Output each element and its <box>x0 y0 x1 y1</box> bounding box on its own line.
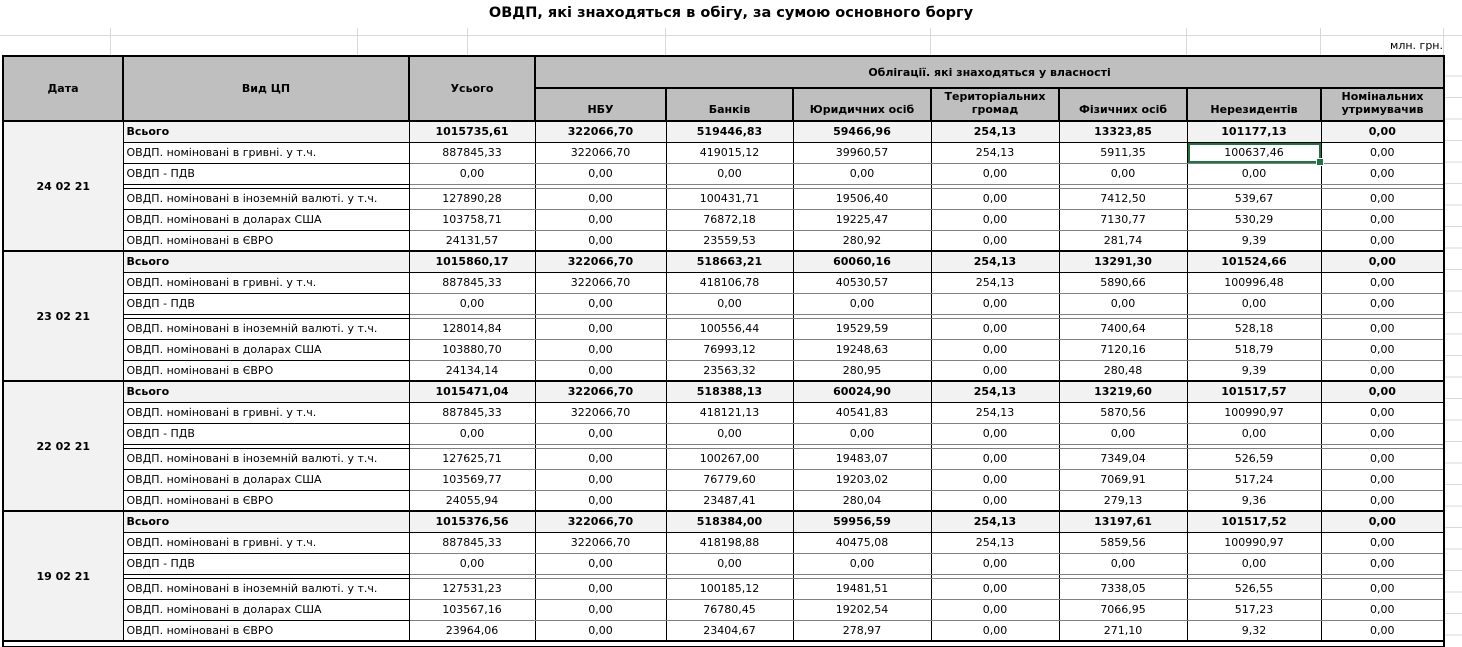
value-cell[interactable]: 0,00 <box>1187 163 1321 184</box>
table-row <box>3 318 1444 339</box>
gridline <box>0 35 1462 36</box>
value-cell[interactable]: 7349,04 <box>1059 448 1187 469</box>
value-cell[interactable]: 0,00 <box>931 230 1059 251</box>
value-cell[interactable]: 9,39 <box>1187 360 1321 381</box>
value-cell[interactable]: 517,24 <box>1187 469 1321 490</box>
row-label[interactable]: ОВДП. номіновані в ЄВРО <box>123 620 409 641</box>
group-total-row <box>3 251 1444 272</box>
value-cell[interactable]: 526,59 <box>1187 448 1321 469</box>
value-cell[interactable]: 322066,70 <box>535 402 666 423</box>
value-cell[interactable]: 271,10 <box>1059 620 1187 641</box>
value-cell[interactable]: 13197,61 <box>1059 511 1187 532</box>
value-cell[interactable]: 24131,57 <box>409 230 535 251</box>
gridline-strip <box>0 28 1462 55</box>
value-cell[interactable]: 0,00 <box>409 293 535 314</box>
value-cell[interactable]: 19481,51 <box>793 578 931 599</box>
value-cell[interactable]: 279,13 <box>1059 490 1187 511</box>
value-cell[interactable]: 0,00 <box>931 209 1059 230</box>
table-row <box>3 272 1444 293</box>
value-cell[interactable]: 0,00 <box>931 553 1059 574</box>
value-cell[interactable]: 7400,64 <box>1059 318 1187 339</box>
value-cell[interactable]: 23404,67 <box>666 620 793 641</box>
group-total-row <box>3 121 1444 142</box>
table-row <box>3 423 1444 444</box>
value-cell[interactable]: 0,00 <box>931 578 1059 599</box>
value-cell[interactable]: 530,29 <box>1187 209 1321 230</box>
group-total-row <box>3 381 1444 402</box>
value-cell[interactable]: 0,00 <box>535 209 666 230</box>
table-row <box>3 578 1444 599</box>
table-body <box>3 121 1444 647</box>
value-cell[interactable]: 418106,78 <box>666 272 793 293</box>
bonds-table <box>2 55 1445 647</box>
value-cell[interactable]: 59466,96 <box>793 121 931 142</box>
row-label[interactable]: ОВДП. номіновані в іноземній валюті. у т.ч. <box>123 318 409 339</box>
value-cell[interactable]: 23563,32 <box>666 360 793 381</box>
value-cell[interactable]: 526,55 <box>1187 578 1321 599</box>
table-row <box>3 532 1444 553</box>
value-cell[interactable]: 0,00 <box>1321 293 1444 314</box>
value-cell[interactable]: 0,00 <box>1321 469 1444 490</box>
value-cell[interactable]: 24055,94 <box>409 490 535 511</box>
value-cell[interactable]: 887845,33 <box>409 402 535 423</box>
row-label[interactable]: ОВДП. номіновані в доларах США <box>123 209 409 230</box>
value-cell[interactable]: 19203,02 <box>793 469 931 490</box>
header-owner-nominal[interactable]: Номінальних утримувачив <box>1321 88 1444 121</box>
value-cell[interactable]: 0,00 <box>793 553 931 574</box>
header-total[interactable]: Усього <box>409 56 535 121</box>
row-label[interactable]: ОВДП. номіновані в доларах США <box>123 599 409 620</box>
row-label[interactable]: Всього <box>123 511 409 532</box>
table-row <box>3 448 1444 469</box>
value-cell[interactable]: 13291,30 <box>1059 251 1187 272</box>
value-cell[interactable]: 7412,50 <box>1059 188 1187 209</box>
value-cell[interactable]: 13219,60 <box>1059 381 1187 402</box>
table-row <box>3 360 1444 381</box>
value-cell[interactable]: 887845,33 <box>409 142 535 163</box>
header-owner-individuals[interactable]: Фізичних осіб <box>1059 88 1187 121</box>
value-cell[interactable]: 76872,18 <box>666 209 793 230</box>
value-cell[interactable]: 0,00 <box>1321 209 1444 230</box>
value-cell[interactable]: 24134,14 <box>409 360 535 381</box>
table-row <box>3 293 1444 314</box>
table-row <box>3 188 1444 209</box>
value-cell[interactable]: 0,00 <box>1059 293 1187 314</box>
value-cell[interactable]: 100431,71 <box>666 188 793 209</box>
value-cell[interactable]: 0,00 <box>535 448 666 469</box>
value-cell[interactable]: 19506,40 <box>793 188 931 209</box>
value-cell[interactable]: 19529,59 <box>793 318 931 339</box>
value-cell[interactable]: 280,95 <box>793 360 931 381</box>
value-cell[interactable]: 13323,85 <box>1059 121 1187 142</box>
value-cell[interactable]: 0,00 <box>1321 339 1444 360</box>
value-cell[interactable]: 0,00 <box>535 339 666 360</box>
value-cell[interactable]: 40475,08 <box>793 532 931 553</box>
value-cell[interactable]: 39960,57 <box>793 142 931 163</box>
value-cell[interactable]: 0,00 <box>1321 620 1444 641</box>
value-cell[interactable]: 0,00 <box>931 448 1059 469</box>
value-cell[interactable]: 0,00 <box>666 553 793 574</box>
header-ownership-group[interactable]: Облігації. які знаходяться у власності <box>535 56 1444 88</box>
value-cell[interactable]: 1015376,56 <box>409 511 535 532</box>
value-cell[interactable]: 0,00 <box>1187 423 1321 444</box>
value-cell[interactable]: 100990,97 <box>1187 402 1321 423</box>
value-cell[interactable]: 0,00 <box>1187 553 1321 574</box>
value-cell[interactable]: 280,92 <box>793 230 931 251</box>
value-cell[interactable]: 100990,97 <box>1187 532 1321 553</box>
value-cell[interactable]: 0,00 <box>666 163 793 184</box>
value-cell[interactable]: 0,00 <box>535 230 666 251</box>
value-cell[interactable]: 7120,16 <box>1059 339 1187 360</box>
value-cell[interactable]: 5859,56 <box>1059 532 1187 553</box>
value-cell[interactable]: 101517,52 <box>1187 511 1321 532</box>
value-cell[interactable]: 9,36 <box>1187 490 1321 511</box>
value-cell[interactable]: 887845,33 <box>409 272 535 293</box>
value-cell[interactable]: 254,13 <box>931 532 1059 553</box>
value-cell[interactable]: 0,00 <box>666 423 793 444</box>
value-cell[interactable]: 0,00 <box>1321 360 1444 381</box>
value-cell[interactable]: 0,00 <box>931 339 1059 360</box>
value-cell[interactable]: 0,00 <box>1321 318 1444 339</box>
value-cell[interactable]: 518663,21 <box>666 251 793 272</box>
row-label[interactable]: ОВДП. номіновані в ЄВРО <box>123 230 409 251</box>
selected-cell[interactable]: 100637,46 <box>1187 142 1321 163</box>
value-cell[interactable]: 519446,83 <box>666 121 793 142</box>
value-cell[interactable]: 322066,70 <box>535 272 666 293</box>
row-label[interactable]: Всього <box>123 121 409 142</box>
value-cell[interactable]: 0,00 <box>535 620 666 641</box>
row-label[interactable]: Всього <box>123 251 409 272</box>
value-cell[interactable]: 418198,88 <box>666 532 793 553</box>
unit-label: млн. грн. <box>1390 39 1443 52</box>
value-cell[interactable]: 0,00 <box>1321 381 1444 402</box>
value-cell[interactable]: 0,00 <box>931 599 1059 620</box>
value-cell[interactable]: 0,00 <box>1059 423 1187 444</box>
value-cell[interactable]: 127531,23 <box>409 578 535 599</box>
header-owner-banks[interactable]: Банків <box>666 88 793 121</box>
header-owner-nbu[interactable]: НБУ <box>535 88 666 121</box>
value-cell[interactable]: 1015471,04 <box>409 381 535 402</box>
value-cell[interactable]: 0,00 <box>793 423 931 444</box>
value-cell[interactable]: 101177,13 <box>1187 121 1321 142</box>
table-row <box>3 490 1444 511</box>
value-cell[interactable]: 100556,44 <box>666 318 793 339</box>
value-cell[interactable]: 128014,84 <box>409 318 535 339</box>
row-label[interactable]: Всього <box>123 381 409 402</box>
row-label[interactable]: ОВДП. номіновані в ЄВРО <box>123 490 409 511</box>
value-cell[interactable]: 0,00 <box>409 553 535 574</box>
value-cell[interactable]: 0,00 <box>409 163 535 184</box>
value-cell[interactable]: 127890,28 <box>409 188 535 209</box>
value-cell[interactable]: 0,00 <box>931 360 1059 381</box>
header-owner-territorial[interactable]: Територіальних громад <box>931 88 1059 121</box>
value-cell[interactable]: 518,79 <box>1187 339 1321 360</box>
value-cell[interactable]: 40541,83 <box>793 402 931 423</box>
row-label[interactable]: ОВДП. номіновані в ЄВРО <box>123 360 409 381</box>
row-label[interactable]: ОВДП - ПДВ <box>123 293 409 314</box>
value-cell[interactable]: 278,97 <box>793 620 931 641</box>
value-cell[interactable]: 100267,00 <box>666 448 793 469</box>
value-cell[interactable]: 0,00 <box>535 423 666 444</box>
value-cell[interactable]: 887845,33 <box>409 532 535 553</box>
value-cell[interactable]: 100996,48 <box>1187 272 1321 293</box>
value-cell[interactable]: 100185,12 <box>666 578 793 599</box>
value-cell[interactable]: 419015,12 <box>666 142 793 163</box>
value-cell[interactable]: 0,00 <box>1321 599 1444 620</box>
value-cell[interactable]: 59956,59 <box>793 511 931 532</box>
row-label[interactable]: ОВДП. номіновані в гривні. у т.ч. <box>123 142 409 163</box>
value-cell[interactable]: 23964,06 <box>409 620 535 641</box>
date-cell[interactable]: 23 02 21 <box>3 251 123 381</box>
row-label[interactable]: ОВДП - ПДВ <box>123 423 409 444</box>
value-cell[interactable]: 0,00 <box>1321 553 1444 574</box>
table-row <box>3 209 1444 230</box>
cutoff-row <box>3 641 1444 647</box>
value-cell[interactable]: 0,00 <box>1059 163 1187 184</box>
value-cell[interactable]: 101524,66 <box>1187 251 1321 272</box>
value-cell[interactable]: 0,00 <box>409 423 535 444</box>
value-cell[interactable]: 322066,70 <box>535 251 666 272</box>
header-type[interactable]: Вид ЦП <box>123 56 409 121</box>
value-cell[interactable]: 5911,35 <box>1059 142 1187 163</box>
value-cell[interactable]: 528,18 <box>1187 318 1321 339</box>
value-cell[interactable]: 254,13 <box>931 121 1059 142</box>
value-cell[interactable]: 5890,66 <box>1059 272 1187 293</box>
table-row <box>3 620 1444 641</box>
gridline <box>357 28 358 55</box>
value-cell[interactable]: 0,00 <box>1321 511 1444 532</box>
table-row <box>3 163 1444 184</box>
value-cell[interactable]: 0,00 <box>1321 423 1444 444</box>
date-cell[interactable]: 19 02 21 <box>3 511 123 641</box>
value-cell[interactable]: 0,00 <box>793 293 931 314</box>
value-cell[interactable]: 0,00 <box>535 318 666 339</box>
value-cell[interactable]: 7069,91 <box>1059 469 1187 490</box>
date-cell[interactable]: 24 02 21 <box>3 121 123 251</box>
value-cell[interactable]: 23487,41 <box>666 490 793 511</box>
value-cell[interactable]: 7130,77 <box>1059 209 1187 230</box>
value-cell[interactable]: 19248,63 <box>793 339 931 360</box>
value-cell[interactable]: 103758,71 <box>409 209 535 230</box>
value-cell[interactable]: 40530,57 <box>793 272 931 293</box>
value-cell[interactable]: 254,13 <box>931 511 1059 532</box>
value-cell[interactable]: 0,00 <box>535 490 666 511</box>
value-cell[interactable]: 103567,16 <box>409 599 535 620</box>
page-title: ОВДП, які знаходяться в обігу, за сумою основного боргу <box>488 5 974 21</box>
value-cell[interactable]: 0,00 <box>931 163 1059 184</box>
header-owner-legal[interactable]: Юридичних осіб <box>793 88 931 121</box>
value-cell[interactable]: 76993,12 <box>666 339 793 360</box>
value-cell[interactable]: 254,13 <box>931 402 1059 423</box>
value-cell[interactable]: 0,00 <box>793 163 931 184</box>
value-cell[interactable]: 0,00 <box>1321 188 1444 209</box>
gridline <box>1443 28 1444 55</box>
value-cell[interactable]: 0,00 <box>1321 142 1444 163</box>
value-cell[interactable]: 0,00 <box>1059 553 1187 574</box>
group-total-row <box>3 511 1444 532</box>
value-cell[interactable]: 280,04 <box>793 490 931 511</box>
row-label[interactable]: ОВДП. номіновані в гривні. у т.ч. <box>123 402 409 423</box>
value-cell[interactable]: 103880,70 <box>409 339 535 360</box>
table-row <box>3 230 1444 251</box>
value-cell[interactable]: 7338,05 <box>1059 578 1187 599</box>
value-cell[interactable]: 0,00 <box>1321 532 1444 553</box>
value-cell[interactable]: 101517,57 <box>1187 381 1321 402</box>
value-cell[interactable]: 322066,70 <box>535 121 666 142</box>
value-cell[interactable]: 0,00 <box>1321 448 1444 469</box>
value-cell[interactable]: 0,00 <box>1187 293 1321 314</box>
header-owner-nonresidents[interactable]: Нерезидентів <box>1187 88 1321 121</box>
row-label[interactable]: ОВДП. номіновані в гривні. у т.ч. <box>123 272 409 293</box>
gridline <box>1186 28 1187 55</box>
value-cell[interactable]: 103569,77 <box>409 469 535 490</box>
value-cell[interactable]: 280,48 <box>1059 360 1187 381</box>
value-cell[interactable]: 0,00 <box>931 469 1059 490</box>
value-cell[interactable]: 0,00 <box>931 490 1059 511</box>
value-cell[interactable]: 539,67 <box>1187 188 1321 209</box>
value-cell[interactable]: 0,00 <box>931 318 1059 339</box>
row-label[interactable]: ОВДП. номіновані в іноземній валюті. у т.ч. <box>123 448 409 469</box>
table-row <box>3 339 1444 360</box>
header-date[interactable]: Дата <box>3 56 123 121</box>
value-cell[interactable]: 19202,54 <box>793 599 931 620</box>
value-cell[interactable]: 0,00 <box>931 188 1059 209</box>
value-cell[interactable]: 0,00 <box>931 620 1059 641</box>
row-label[interactable]: ОВДП - ПДВ <box>123 163 409 184</box>
value-cell[interactable]: 0,00 <box>1321 230 1444 251</box>
value-cell[interactable]: 23559,53 <box>666 230 793 251</box>
value-cell[interactable]: 5870,56 <box>1059 402 1187 423</box>
date-cell[interactable]: 22 02 21 <box>3 381 123 511</box>
gridline <box>110 28 111 55</box>
table-row <box>3 142 1444 163</box>
value-cell[interactable]: 0,00 <box>931 423 1059 444</box>
value-cell[interactable]: 518384,00 <box>666 511 793 532</box>
value-cell[interactable]: 1015860,17 <box>409 251 535 272</box>
value-cell[interactable]: 0,00 <box>1321 490 1444 511</box>
value-cell[interactable]: 322066,70 <box>535 511 666 532</box>
gridline <box>930 28 931 55</box>
value-cell[interactable]: 322066,70 <box>535 532 666 553</box>
value-cell[interactable]: 418121,13 <box>666 402 793 423</box>
value-cell[interactable]: 127625,71 <box>409 448 535 469</box>
row-label[interactable]: ОВДП. номіновані в іноземній валюті. у т.ч. <box>123 578 409 599</box>
table-row <box>3 402 1444 423</box>
value-cell[interactable]: 1015735,61 <box>409 121 535 142</box>
row-label[interactable]: ОВДП - ПДВ <box>123 553 409 574</box>
value-cell[interactable]: 0,00 <box>1321 272 1444 293</box>
value-cell[interactable]: 322066,70 <box>535 142 666 163</box>
value-cell[interactable]: 322066,70 <box>535 381 666 402</box>
value-cell[interactable]: 0,00 <box>535 293 666 314</box>
value-cell[interactable]: 0,00 <box>535 469 666 490</box>
value-cell[interactable]: 254,13 <box>931 272 1059 293</box>
value-cell[interactable]: 0,00 <box>535 188 666 209</box>
value-cell[interactable]: 9,39 <box>1187 230 1321 251</box>
table-row <box>3 599 1444 620</box>
value-cell[interactable]: 0,00 <box>1321 251 1444 272</box>
value-cell[interactable]: 0,00 <box>666 293 793 314</box>
row-label[interactable]: ОВДП. номіновані в гривні. у т.ч. <box>123 532 409 553</box>
value-cell[interactable]: 0,00 <box>535 599 666 620</box>
value-cell[interactable]: 9,32 <box>1187 620 1321 641</box>
table-row <box>3 469 1444 490</box>
value-cell[interactable]: 281,74 <box>1059 230 1187 251</box>
cutoff-cell <box>3 641 1444 647</box>
value-cell[interactable]: 76780,45 <box>666 599 793 620</box>
value-cell[interactable]: 0,00 <box>931 293 1059 314</box>
row-label[interactable]: ОВДП. номіновані в іноземній валюті. у т.ч. <box>123 188 409 209</box>
value-cell[interactable]: 19483,07 <box>793 448 931 469</box>
value-cell[interactable]: 0,00 <box>535 360 666 381</box>
value-cell[interactable]: 60024,90 <box>793 381 931 402</box>
value-cell[interactable]: 76779,60 <box>666 469 793 490</box>
row-label[interactable]: ОВДП. номіновані в доларах США <box>123 469 409 490</box>
gridline <box>665 28 666 55</box>
value-cell[interactable]: 7066,95 <box>1059 599 1187 620</box>
value-cell[interactable]: 0,00 <box>1321 578 1444 599</box>
row-label[interactable]: ОВДП. номіновані в доларах США <box>123 339 409 360</box>
value-cell[interactable]: 0,00 <box>1321 121 1444 142</box>
value-cell[interactable]: 518388,13 <box>666 381 793 402</box>
value-cell[interactable]: 0,00 <box>535 553 666 574</box>
value-cell[interactable]: 0,00 <box>1321 402 1444 423</box>
value-cell[interactable]: 19225,47 <box>793 209 931 230</box>
value-cell[interactable]: 0,00 <box>535 578 666 599</box>
table-row <box>3 553 1444 574</box>
value-cell[interactable]: 254,13 <box>931 381 1059 402</box>
value-cell[interactable]: 0,00 <box>1321 163 1444 184</box>
value-cell[interactable]: 517,23 <box>1187 599 1321 620</box>
right-margin-gridlines <box>1444 55 1462 647</box>
value-cell[interactable]: 0,00 <box>535 163 666 184</box>
gridline <box>467 28 468 55</box>
table-header <box>3 56 1444 121</box>
value-cell[interactable]: 254,13 <box>931 142 1059 163</box>
value-cell[interactable]: 254,13 <box>931 251 1059 272</box>
gridline <box>1320 28 1321 55</box>
value-cell[interactable]: 60060,16 <box>793 251 931 272</box>
